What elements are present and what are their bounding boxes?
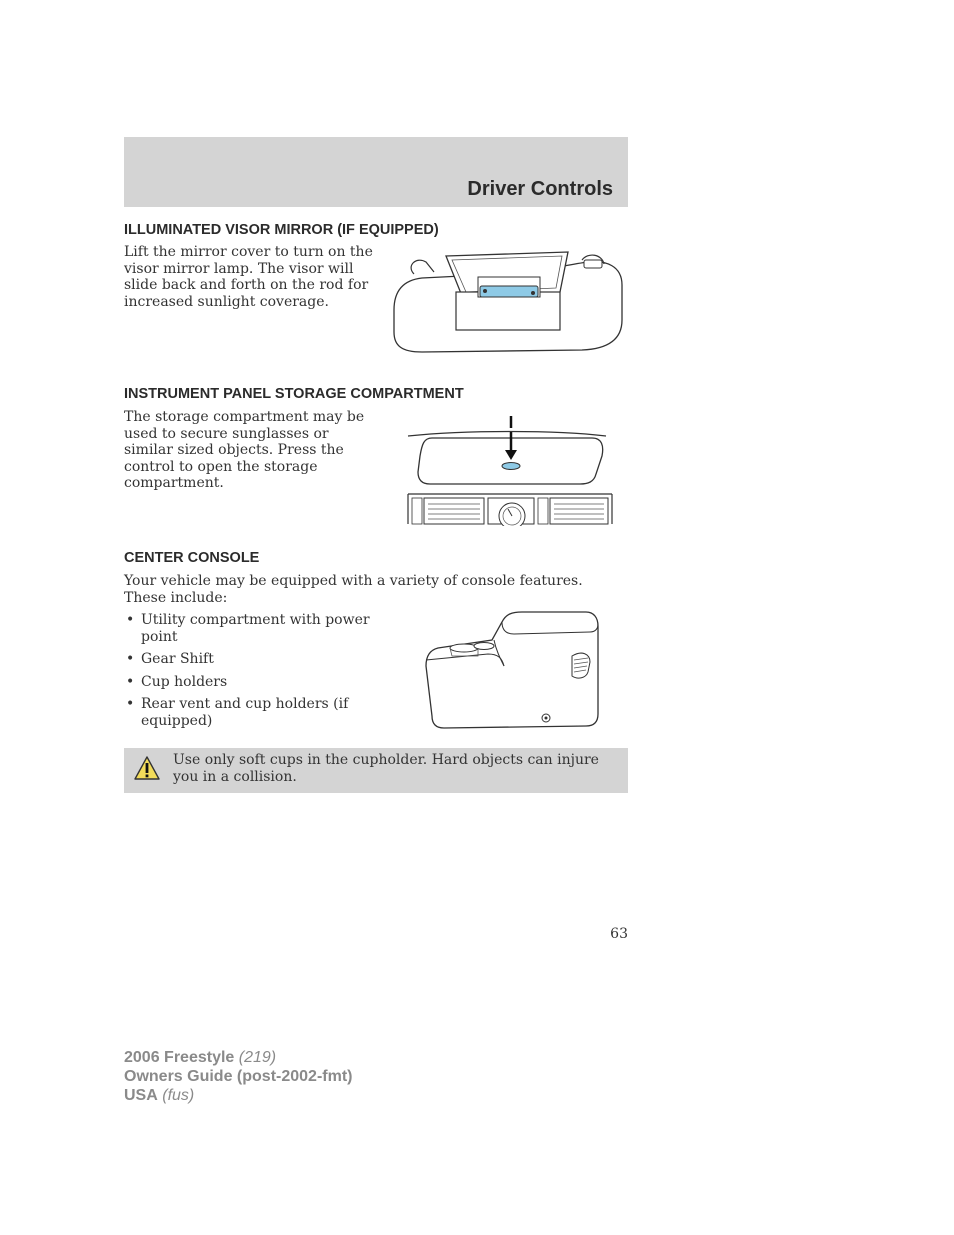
center-console-illustration [422,610,602,732]
section-heading-storage-compartment: INSTRUMENT PANEL STORAGE COMPARTMENT [124,386,464,402]
document-footer [124,1048,352,1105]
footer-guide: Owners Guide (post-2002-fmt) [124,1068,353,1085]
chapter-header [124,137,628,207]
footer-market-code: (fus) [162,1087,195,1104]
footer-model-code: (219) [238,1049,277,1066]
console-features-list [124,612,374,735]
section-heading-center-console: CENTER CONSOLE [124,550,260,566]
list-item-text: Utility compartment with power point [141,612,370,645]
warning-box [124,748,628,793]
list-item: • Utility compartment with power point [126,612,370,645]
list-item: • Rear vent and cup holders (if equipped) [126,696,349,729]
visor-mirror-illustration [392,250,628,356]
page-number: 63 [610,926,628,942]
section-text-storage-compartment: The storage compartment may be used to secure sunglasses or similar sized objects. Press the control to open the storage compartment. [124,409,365,491]
list-item-text: Gear Shift [141,651,214,667]
list-item: • Cup holders [126,673,228,690]
storage-compartment-illustration [406,412,614,526]
warning-text: Use only soft cups in the cupholder. Hard objects can injure you in a collision. [173,752,599,785]
section-text-visor-mirror: Lift the mirror cover to turn on the visor mirror lamp. The visor will slide back and forth on the rod for increased sunlight coverage. [124,244,373,310]
list-item-text: Cup holders [141,673,228,690]
footer-model: 2006 Freestyle [124,1049,235,1066]
chapter-title: Driver Controls [467,178,613,200]
list-item-text: Rear vent and cup holders (if equipped) [141,696,349,729]
section-heading-visor-mirror: ILLUMINATED VISOR MIRROR (IF EQUIPPED) [124,222,439,238]
section-text-center-console: Your vehicle may be equipped with a variety of console features. These include: [124,573,583,606]
list-item: • Gear Shift [126,651,214,667]
footer-market: USA [124,1087,158,1104]
warning-triangle-icon [133,755,161,781]
